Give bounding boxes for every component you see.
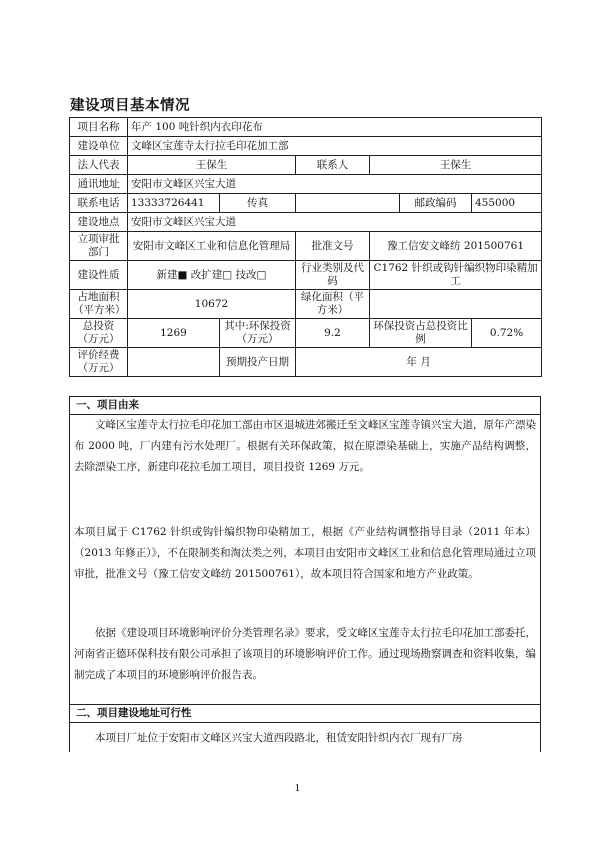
table-row [70,156,542,175]
table-row [70,232,542,261]
nature-value: 新建■ 改扩建□ 技改□ [128,261,296,290]
table-row [70,118,542,137]
site-value: 安阳市文峰区兴宝大道 [128,213,542,232]
table-row [70,290,542,319]
phone-value: 13333726441 [128,194,220,213]
contact-value: 王保生 [370,156,542,175]
area-value: 10672 [128,290,296,319]
legal-rep-value: 王保生 [128,156,296,175]
section2-paragraph-1: 本项目厂址位于安阳市文峰区兴宝大道西段路北，租赁安阳针织内衣厂现有厂房 [95,732,463,744]
env-invest-value: 9.2 [296,319,370,348]
builder-label: 建设单位 [70,137,128,156]
table-row [70,194,542,213]
section1-heading: 一、项目由来 [69,396,541,415]
contact-label: 联系人 [296,156,370,175]
table-row [70,348,542,377]
approval-dept-value: 安阳市文峰区工业和信息化管理局 [128,232,296,261]
address-label: 通讯地址 [70,175,128,194]
table-row [70,137,542,156]
table-row [70,319,542,348]
table-row [70,261,542,290]
page-number: 1 [294,784,301,794]
phone-label: 联系电话 [70,194,128,213]
project-name-value: 年产 100 吨针织内衣印花布 [128,118,542,137]
postcode-label: 邮政编码 [400,194,472,213]
section1-paragraph-3: 依据《建设项目环境影响评价分类管理名录》要求，受文峰区宝莲寺太行拉毛印花加工部委托，河南省正德环保科技有限公司承担了该项目的环境影响评价工作。通过现场勘察调查和资料收集，编制完成了本项目的环境影响评价报告表。 [74,627,536,681]
section1-paragraph-2: 本项目属于 C1762 针织或钩针编织物印染精加工，根据《产业结构调整指导目录（2011 年本）（2013 年修正）》，不在限制类和淘汰类之列，本项目由安阳市文峰区工业和信息化管理局通过立项审批，批准文号（豫工信安文峰纺 201500761），故本项目符合国家和地方产业政策。 [74,526,536,580]
approval-no-label: 批准文号 [296,232,370,261]
site-label: 建设地点 [70,213,128,232]
env-invest-label: 其中:环保投资（万元） [220,319,296,348]
eval-fee-value [128,348,220,377]
legal-rep-label: 法人代表 [70,156,128,175]
section2-heading: 二、项目建设地址可行性 [69,704,541,723]
postcode-value: 455000 [472,194,542,213]
industry-label: 行业类别及代码 [296,261,370,290]
section1-paragraph-1: 文峰区宝莲寺太行拉毛印花加工部由市区退城进郊搬迁至文峰区宝莲寺镇兴宝大道，原年产漂染布 2000 吨，厂内建有污水处理厂。根据有关环保政策，拟在原漂染基础上，实施产品结构调整，去除漂染工序，新建印花拉毛加工项目，项目投资 1269 万元。 [74,419,536,473]
table-row [70,175,542,194]
green-area-label: 绿化面积（平方米） [296,290,370,319]
green-area-value [370,290,542,319]
fax-label: 传真 [220,194,296,213]
start-date-label: 预期投产日期 [220,348,296,377]
basic-info-table [69,117,542,377]
page-title: 建设项目基本情况 [70,98,190,114]
project-name-label: 项目名称 [70,118,128,137]
fax-value [296,194,400,213]
builder-value: 文峰区宝莲寺太行拉毛印花加工部 [128,137,542,156]
total-invest-label: 总投资（万元） [70,319,128,348]
total-invest-value: 1269 [128,319,220,348]
area-label: 占地面积（平方米） [70,290,128,319]
start-date-value: 年 月 [296,348,542,377]
eval-fee-label: 评价经费（万元） [70,348,128,377]
address-value: 安阳市文峰区兴宝大道 [128,175,542,194]
industry-value: C1762 针织或钩针编织物印染精加工 [370,261,542,290]
nature-label: 建设性质 [70,261,128,290]
approval-dept-label: 立项审批部门 [70,232,128,261]
approval-no-value: 豫工信安文峰纺 201500761 [370,232,542,261]
env-ratio-label: 环保投资占总投资比例 [370,319,472,348]
env-ratio-value: 0.72% [472,319,542,348]
table-row [70,213,542,232]
